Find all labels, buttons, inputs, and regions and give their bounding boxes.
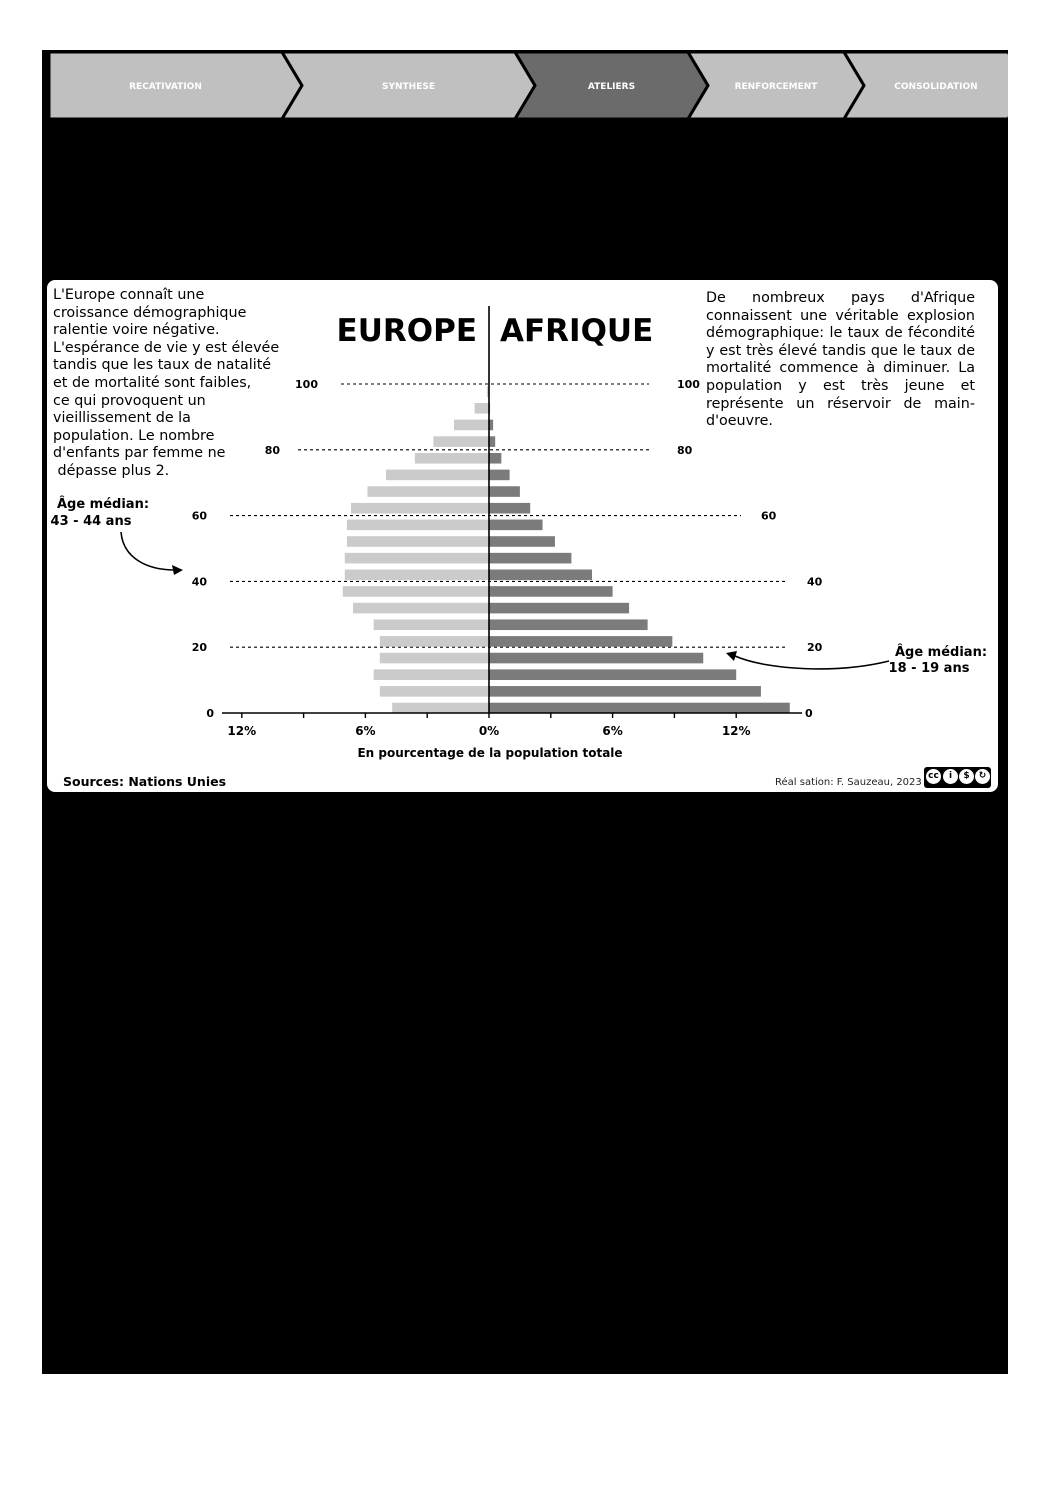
bar-afrique-age-10	[489, 669, 736, 680]
title-europe: EUROPE	[336, 313, 477, 349]
sources-note: Sources: Nations Unies	[63, 774, 227, 789]
nav-step-label: RENFORCEMENT	[734, 82, 818, 92]
bar-europe-age-45	[345, 553, 489, 564]
bar-europe-age-55	[347, 520, 489, 531]
bar-europe-age-25	[374, 619, 489, 630]
bar-europe-age-65	[367, 486, 489, 497]
x-tick-label: 12%	[721, 724, 751, 738]
bar-europe-age-20	[380, 636, 489, 647]
bar-afrique-age-5	[489, 686, 761, 697]
nav-step-label: SYNTHESE	[382, 82, 435, 92]
bar-europe-age-5	[380, 686, 489, 697]
y-tick-right-0: 0	[805, 707, 813, 720]
x-tick-label: 12%	[227, 724, 257, 738]
afrique-description: De nombreux pays d'Afrique connaissent une véritable explosion démographique: le taux de fécondité y est très élevé tandis que le taux de mortalité commence à diminuer. La population y est très jeune et représente un réservoir de main-d'oeuvre.	[706, 290, 975, 430]
bar-europe-age-70	[386, 470, 489, 481]
bar-europe-age-50	[347, 536, 489, 547]
bar-europe-age-0	[392, 703, 489, 714]
y-tick-left-40: 40	[191, 575, 207, 589]
bar-afrique-age-15	[489, 653, 703, 664]
x-tick-label: 0%	[478, 724, 500, 738]
bar-europe-age-15	[380, 653, 489, 664]
x-tick-label: 6%	[602, 724, 623, 738]
bar-europe-age-35	[343, 586, 489, 597]
median-age-afrique-value: 18 - 19 ans	[888, 661, 970, 676]
bar-afrique-age-25	[489, 619, 648, 630]
bar-afrique-age-30	[489, 603, 629, 614]
by-icon: i	[943, 769, 958, 784]
europe-description: L'Europe connaît une croissance démographique ralentie voire négative. L'espérance de vie y est élevée tandis que les taux de natalité et de mortalité sont faibles, ce qui provoquent un vieillissement de la population. Le nombre d'enfants par femme ne dépasse plus 2.	[53, 287, 280, 479]
credit-note: Réal sation: F. Sauzeau, 2023	[775, 777, 922, 788]
bar-afrique-age-50	[489, 536, 555, 547]
median-age-europe-title: Âge médian:	[56, 497, 150, 512]
bar-europe-age-75	[415, 453, 489, 464]
nav-step-label: RECATIVATION	[129, 82, 202, 92]
y-tick-right-80: 80	[677, 443, 693, 457]
y-tick-left-60: 60	[191, 509, 207, 523]
chart-card	[47, 280, 998, 792]
bar-afrique-age-0	[489, 703, 790, 714]
x-axis-label: En pourcentage de la population totale	[357, 746, 623, 760]
bar-europe-age-90	[475, 403, 489, 414]
bar-afrique-age-35	[489, 586, 613, 597]
bar-afrique-age-20	[489, 636, 672, 647]
y-tick-right-60: 60	[761, 509, 777, 523]
median-age-afrique-arrowhead	[726, 651, 737, 661]
y-tick-right-20: 20	[807, 641, 823, 655]
median-age-europe-value: 43 - 44 ans	[50, 514, 132, 529]
bar-afrique-age-55	[489, 520, 543, 531]
bar-europe-age-80	[433, 436, 489, 447]
bar-europe-age-85	[454, 420, 489, 431]
nav-step-label: ATELIERS	[587, 82, 636, 92]
y-tick-left-0: 0	[206, 707, 214, 720]
bar-afrique-age-45	[489, 553, 571, 564]
bar-europe-age-40	[345, 570, 489, 581]
bar-afrique-age-75	[489, 453, 501, 464]
cc-icon: cc	[926, 769, 941, 784]
step-navigation	[49, 52, 1008, 119]
bar-afrique-age-80	[489, 436, 495, 447]
bar-afrique-age-40	[489, 570, 592, 581]
y-tick-left-20: 20	[191, 641, 207, 655]
title-afrique: AFRIQUE	[500, 313, 654, 349]
median-age-afrique-arrow	[735, 656, 889, 669]
y-tick-right-40: 40	[807, 575, 823, 589]
y-tick-left-100: 100	[295, 378, 318, 391]
median-age-europe-arrowhead	[172, 565, 183, 575]
bar-europe-age-30	[353, 603, 489, 614]
bar-europe-age-60	[351, 503, 489, 514]
cc-license-badge[interactable]	[924, 767, 991, 788]
bar-afrique-age-65	[489, 486, 520, 497]
sa-icon: ↻	[975, 769, 990, 784]
nc-icon: $	[959, 769, 974, 784]
x-tick-label: 6%	[355, 724, 376, 738]
bar-afrique-age-60	[489, 503, 530, 514]
nav-step-label: CONSOLIDATION	[894, 82, 978, 92]
bar-europe-age-10	[374, 669, 489, 680]
median-age-europe-arrow	[121, 532, 175, 570]
bar-afrique-age-70	[489, 470, 510, 481]
y-tick-right-100: 100	[677, 378, 700, 391]
y-tick-left-80: 80	[264, 443, 280, 457]
median-age-afrique-title: Âge médian:	[894, 645, 988, 660]
